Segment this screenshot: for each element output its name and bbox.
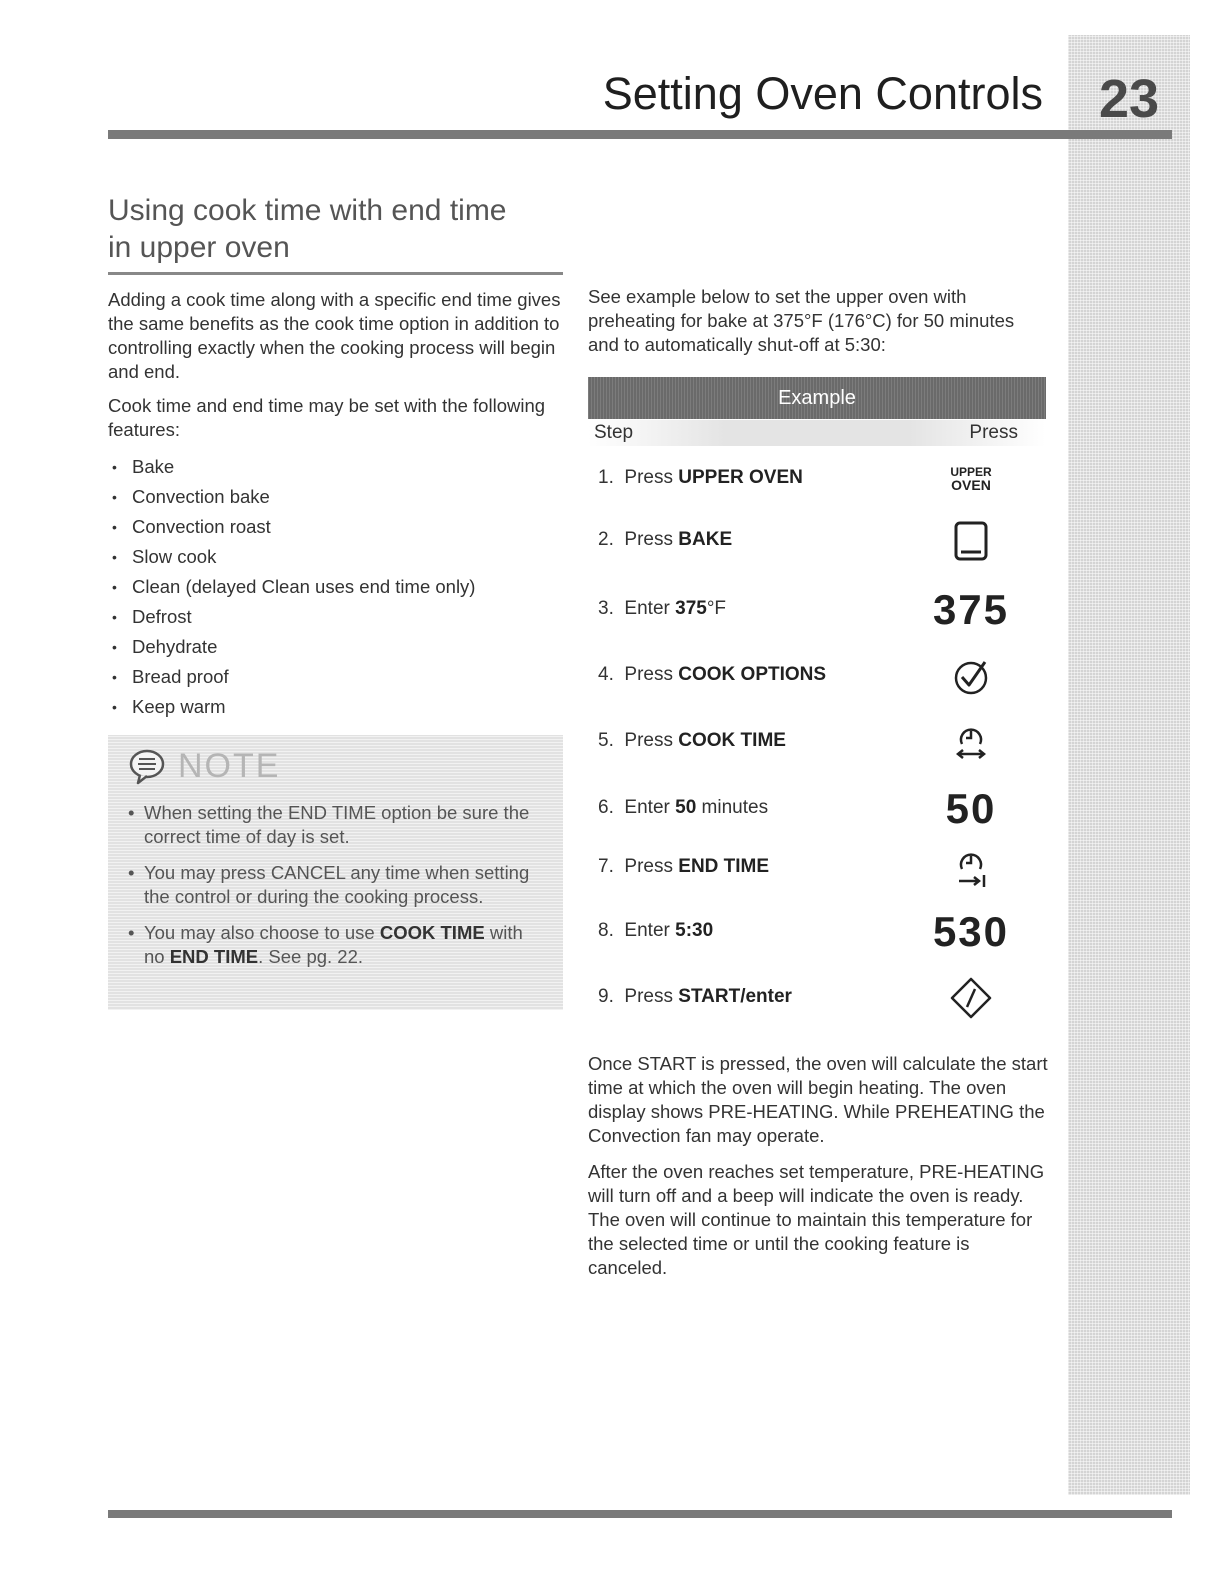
note-speech-bubble-icon: [128, 746, 168, 786]
example-step-cook-options: 4. Press COOK OPTIONS: [588, 651, 1046, 701]
section-heading-line1: Using cook time with end time: [108, 194, 507, 227]
note-list: [128, 801, 537, 969]
intro-paragraph: Adding a cook time along with a specific end time gives the same benefits as the cook time option in addition to controlling exactly when the cooking process will begin and end.: [108, 289, 561, 382]
end-time-clock-icon: [951, 845, 991, 891]
example-title-bar: Example: [588, 377, 1046, 419]
cook-time-clock-icon: [951, 720, 991, 764]
feature-item: • Convection roast: [108, 512, 563, 542]
minutes-display-value: 50: [945, 785, 997, 832]
after-paragraph-1: Once START is pressed, the oven will calculate the start time at which the oven will begin heating. The oven display shows PRE-HEATING. While PREHEATING the Convection fan may operate.: [588, 1053, 1048, 1146]
example-step-cook-time: 5. Press COOK TIME: [588, 717, 1046, 767]
side-tab-band: [1068, 35, 1190, 1495]
feature-list: [108, 452, 563, 722]
example-step-upper-oven: 1. Press UPPER OVEN UPPER OVEN: [598, 465, 992, 493]
temperature-display-value: 375: [932, 586, 1010, 633]
column-step: Step: [594, 422, 634, 443]
note-cook-time-term: COOK TIME: [379, 922, 485, 943]
bake-square-icon: [954, 521, 988, 561]
example-step-bake: 2. Press BAKE: [588, 516, 1046, 566]
footer-rule: [108, 1510, 1172, 1518]
features-intro: Cook time and end time may be set with the following features:: [108, 395, 546, 440]
cook-options-check-icon: [951, 656, 991, 696]
feature-item: • Keep warm: [108, 692, 563, 722]
section-heading-line2: in upper oven: [108, 231, 290, 264]
column-press: Press: [969, 422, 1018, 443]
example-intro: See example below to set the upper oven with preheating for bake at 375°F (176°C) for 50 minutes and to automatically shut-off at 5:30:: [588, 286, 1015, 355]
end-time-display-value: 530: [932, 908, 1010, 955]
note-box: [108, 735, 563, 1010]
upper-oven-key: UPPER OVEN: [950, 465, 992, 493]
note-item: • When setting the END TIME option be sure the correct time of day is set.: [128, 801, 537, 849]
feature-item: • Bread proof: [108, 662, 563, 692]
start-diamond-icon: [949, 976, 993, 1020]
page-title: Setting Oven Controls: [602, 68, 1043, 119]
feature-item: • Clean (delayed Clean uses end time only): [108, 572, 563, 602]
feature-item: • Slow cook: [108, 542, 563, 572]
example-step-end-time: 7. Press END TIME: [588, 843, 1046, 893]
example-column-header: [588, 420, 1046, 446]
feature-item: • Dehydrate: [108, 632, 563, 662]
section-heading: [108, 192, 563, 275]
header-rule: [108, 130, 1172, 139]
note-title: NOTE: [178, 746, 281, 785]
feature-item: • Bake: [108, 452, 563, 482]
example-step-start: 9. Press START/enter: [588, 973, 1046, 1023]
example-step-temperature: 3. Enter 375°F 375: [598, 586, 1010, 633]
page-number: 23: [1098, 69, 1160, 129]
feature-item: • Convection bake: [108, 482, 563, 512]
note-item: • You may press CANCEL any time when setting the control or during the cooking process.: [128, 861, 537, 909]
example-step-end-time-value: 8. Enter 5:30 530: [598, 908, 1010, 955]
note-header: [128, 743, 537, 789]
example-step-minutes: 6. Enter 50 minutes 50: [598, 785, 997, 832]
after-paragraph-2: After the oven reaches set temperature, PRE-HEATING will turn off and a beep will indicate the oven is ready. The oven will continue to maintain this temperature for the selected time or until the cooking feature is canceled.: [588, 1161, 1045, 1278]
note-end-time-term: END TIME: [169, 946, 259, 967]
after-start-text: [588, 1052, 1048, 1292]
left-column: [108, 288, 563, 722]
note-item: • You may also choose to use COOK TIME with no END TIME. See pg. 22.: [128, 921, 537, 969]
feature-item: • Defrost: [108, 602, 563, 632]
